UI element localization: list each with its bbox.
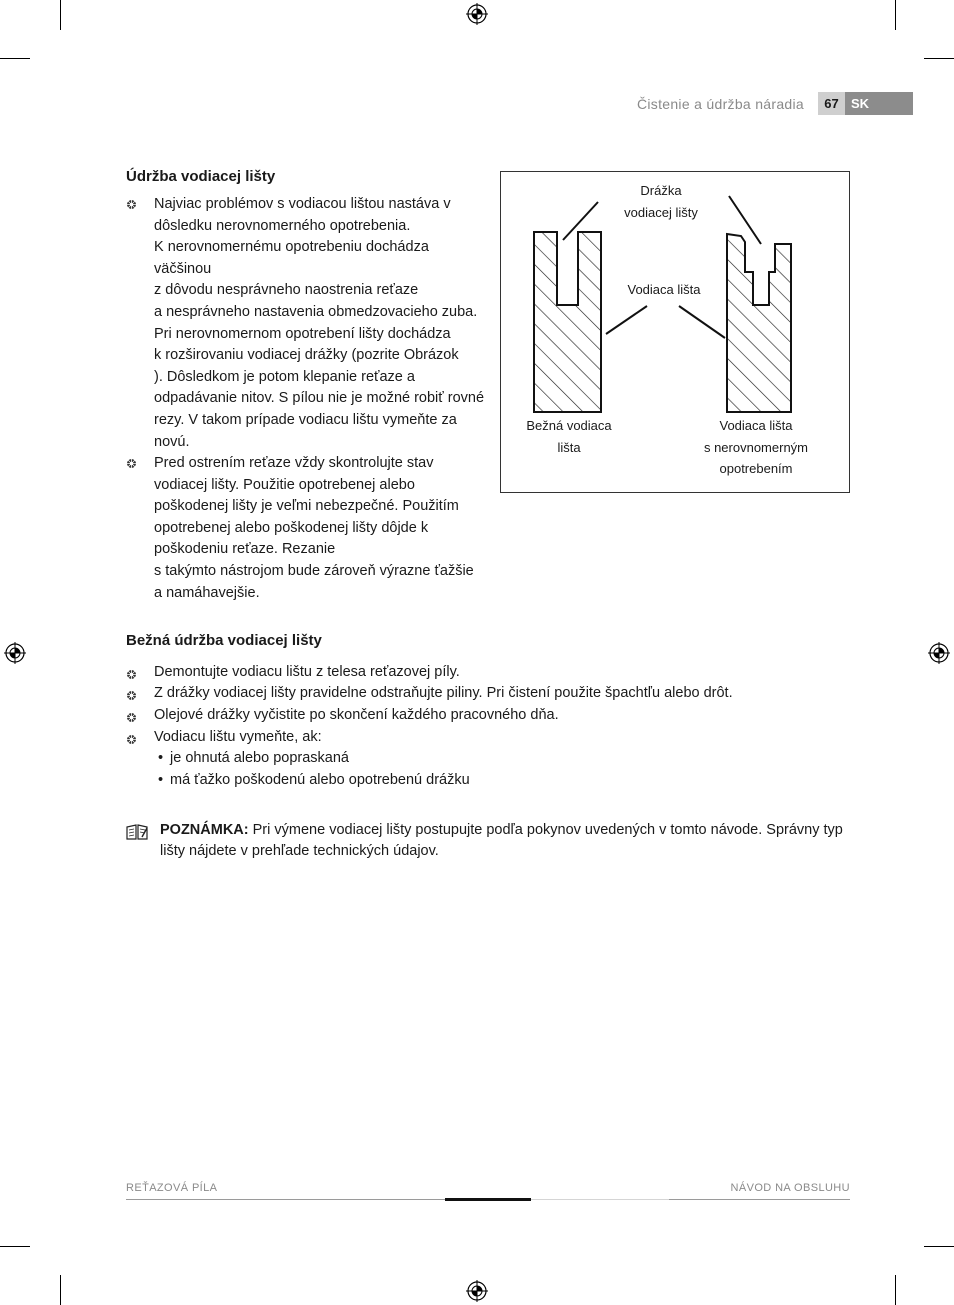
note-line-1: Pri výmene vodiacej lišty postupujte podľa pokynov uvedených v tomto návode. Správny typ (252, 822, 843, 838)
list-item: Z drážky vodiacej lišty pravidelne odstraňujte piliny. Pri čistení použite špachtľu alebo drôt. (154, 685, 733, 701)
sub-bullet: • (158, 750, 164, 766)
bullet-icon (126, 690, 137, 701)
paragraph-line: k rozširovaniu vodiacej drážky (pozrite Obrázok (154, 347, 459, 364)
footer-rule (126, 1199, 445, 1200)
paragraph-line: dôsledku nerovnomerného opotrebenia. (154, 217, 411, 234)
crop-mark (895, 0, 896, 30)
paragraph-line: rezy. V takom prípade vodiacu lištu vymeňte za (154, 411, 457, 428)
paragraph-line: Najviac problémov s vodiacou lištou nastáva v (154, 196, 451, 212)
paragraph-line: s takýmto nástrojom bude zároveň výrazne ťažšie (154, 562, 474, 579)
list-item: Vodiacu lištu vymeňte, ak: (154, 729, 322, 745)
sub-bullet: • (158, 772, 164, 788)
registration-mark-icon (928, 642, 950, 664)
footer-rule (445, 1198, 531, 1201)
bullet-icon (126, 458, 137, 469)
page-number: 67 (818, 92, 845, 115)
paragraph-line: novú. (154, 433, 190, 450)
language-badge: SK (845, 92, 913, 115)
footer-left: REŤAZOVÁ PÍLA (126, 1182, 218, 1194)
crop-mark (924, 1246, 954, 1247)
list-item: Demontujte vodiacu lištu z telesa reťazovej píly. (154, 664, 460, 680)
bullet-paragraph (154, 194, 484, 453)
paragraph-line: Pred ostrením reťaze vždy skontrolujte stav (154, 455, 434, 471)
label-guide-bar: Vodiaca lišta (627, 282, 701, 297)
bullet-icon (126, 712, 137, 723)
guide-bar-figure (500, 171, 850, 493)
bullet-icon (126, 199, 137, 210)
bullet-paragraph (154, 453, 474, 604)
paragraph-line: a nesprávneho nastavenia obmedzovacieho zuba. (154, 303, 478, 320)
header-section-title: Čistenie a údržba náradia (636, 96, 804, 112)
crop-mark (0, 1246, 30, 1247)
bullet-icon (126, 669, 137, 680)
note-line-2: lišty nájdete v prehľade technických údajov. (160, 843, 439, 859)
label-uneven-bar: Vodiaca lišta s nerovnomerným opotrebením (703, 418, 809, 476)
bullet-icon (126, 734, 137, 745)
crop-mark (895, 1275, 896, 1305)
paragraph-line: väčšinou (154, 260, 212, 277)
paragraph-line: Pri nerovnomernom opotrebení lišty dochádza (154, 325, 451, 342)
paragraph-line: vodiacej lišty. Použitie opotrebenej alebo (154, 476, 415, 493)
section-heading: Bežná údržba vodiacej lišty (126, 632, 322, 649)
list-item: Olejové drážky vyčistite po skončení každého pracovného dňa. (154, 707, 559, 723)
crop-mark (0, 58, 30, 59)
label-groove: Drážka vodiacej lišty (624, 183, 698, 220)
label-normal-bar: Bežná vodiaca lišta (526, 418, 612, 455)
paragraph-line: ). Dôsledkom je potom klepanie reťaze a (154, 368, 415, 385)
footer-rule (669, 1199, 850, 1200)
sub-list-item: je ohnutá alebo popraskaná (170, 750, 349, 766)
registration-mark-icon (4, 642, 26, 664)
sub-list-item: má ťažko poškodenú alebo opotrebenú drážku (170, 772, 470, 788)
note-text (160, 822, 843, 838)
footer-rule (531, 1199, 669, 1200)
footer-right: NÁVOD NA OBSLUHU (730, 1182, 850, 1194)
note-label: POZNÁMKA: (160, 822, 249, 838)
paragraph-line: opotrebenej alebo poškodenej lišty dôjde k (154, 519, 429, 536)
paragraph-line: odpadávanie nitov. S pílou nie je možné robiť rovné (154, 390, 485, 407)
paragraph-line: K nerovnomernému opotrebeniu dochádza (154, 239, 429, 256)
crop-mark (60, 0, 61, 30)
book-note-icon (126, 824, 148, 840)
registration-mark-icon (466, 3, 488, 25)
crop-mark (924, 58, 954, 59)
registration-mark-icon (466, 1280, 488, 1302)
paragraph-line: a namáhavejšie. (154, 584, 260, 601)
paragraph-line: z dôvodu nesprávneho naostrenia reťaze (154, 282, 419, 299)
section-heading: Údržba vodiacej lišty (126, 168, 276, 185)
crop-mark (60, 1275, 61, 1305)
paragraph-line: poškodenej lišty je veľmi nebezpečné. Použitím (154, 498, 459, 515)
paragraph-line: poškodeniu reťaze. Rezanie (154, 541, 336, 558)
